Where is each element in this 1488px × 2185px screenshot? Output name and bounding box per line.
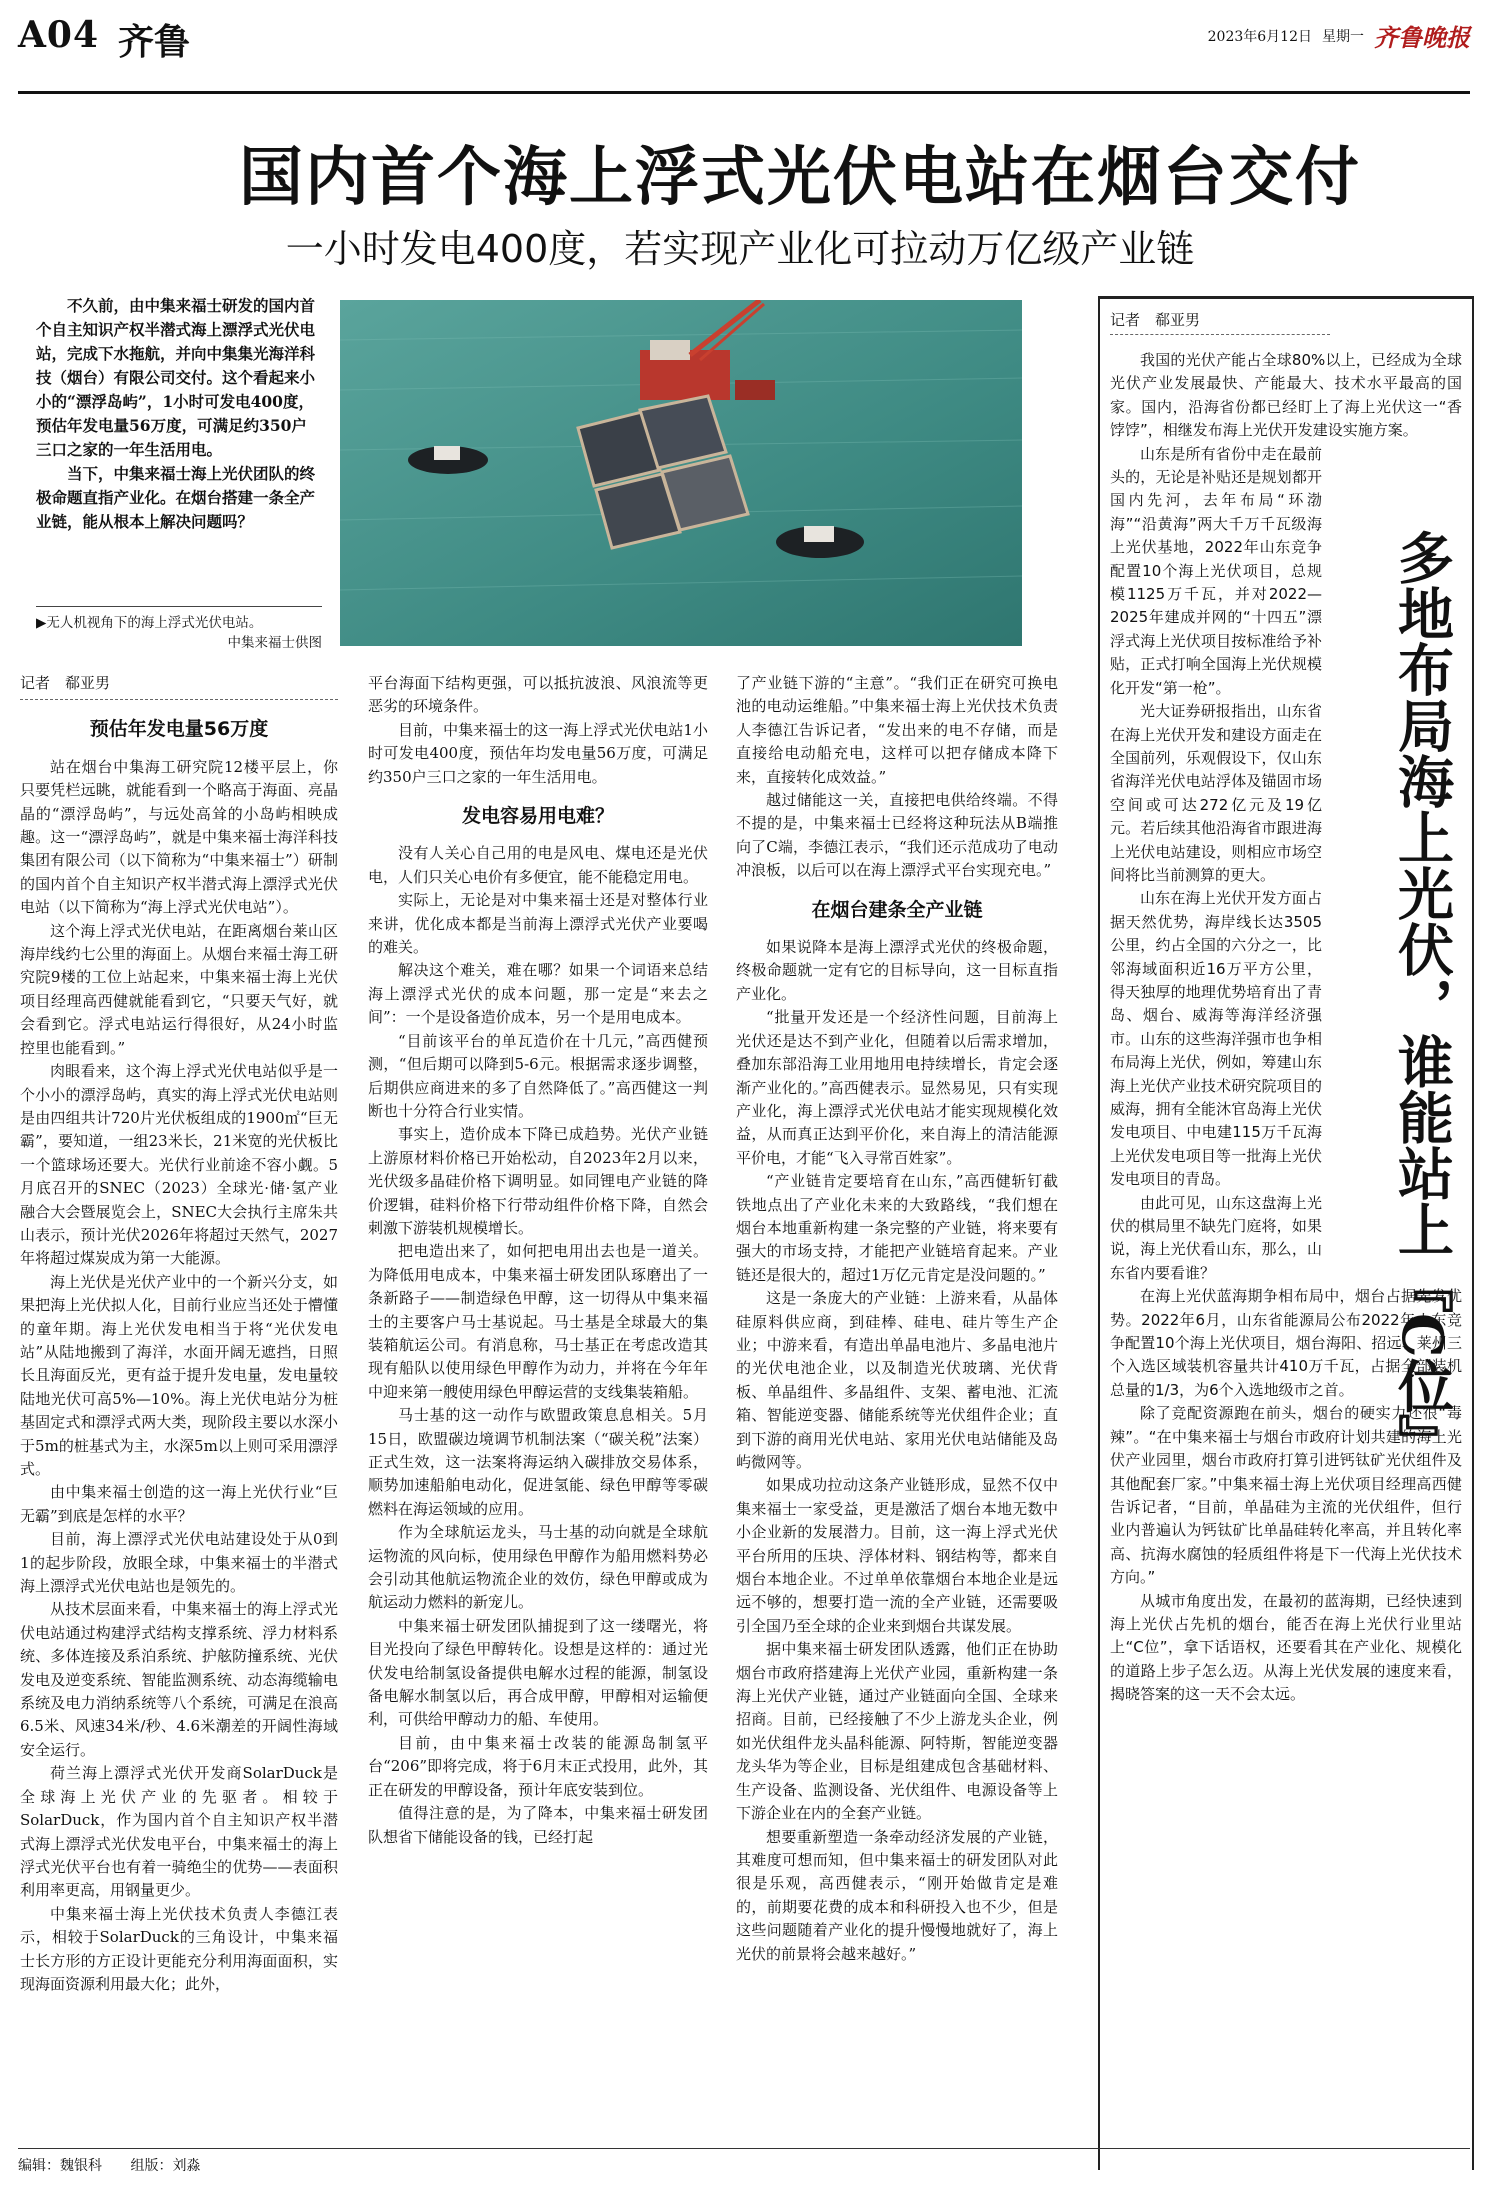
article-paragraph: 值得注意的是，为了降本，中集来福士研发团队想省下储能设备的钱，已经打起 [368,1804,708,1846]
lede-paragraph: 不久前，由中集来福士研发的国内首个自主知识产权半潜式海上漂浮式光伏电站，完成下水拖航，并向中集集光海洋科技（烟台）有限公司交付。这个看起来小小的“漂浮岛屿”，1小时可发电400度，预估年发电量56万度，可满足约350户三口之家的一年生活用电。 [36,296,316,459]
article-paragraph: 海上光伏是光伏产业中的一个新兴分支，如果把海上光伏拟人化，目前行业应当还处于懵懂的童年期。海上光伏发电相当于将“光伏发电站”从陆地搬到了海洋，水面开阔无遮挡，日照长且海面反光，更有益于提升发电量，发电量较陆地光伏可高5%—10%。海上光伏电站分为桩基固定式和漂浮式两大类，现阶段主要以水深小于5m的桩基式为主，水深5m以上则可采用漂浮式。 [20,1272,338,1478]
article-paragraph: 据中集来福士研发团队透露，他们正在协助烟台市政府搭建海上光伏产业园，重新构建一条海上光伏产业链，通过产业链面向全国、全球来招商。目前，已经接触了不少上游龙头企业，例如光伏组件龙头晶科能源、阿特斯，智能逆变器龙头华为等企业，目标是组建成包含基础材料、生产设备、监测设备、光伏组件、电源设备等上下游企业在内的全套产业链。 [736,1640,1058,1823]
article-paragraph: 由中集来福士创造的这一海上光伏行业“巨无霸”到底是怎样的水平？ [20,1483,338,1525]
photo-credit: 中集来福士供图 [227,635,322,651]
sidebar-paragraph: 从城市角度出发，在最初的蓝海期，已经快速到海上光伏占先机的烟台，能否在海上光伏行业里站上“C位”，拿下话语权，还要看其在产业化、规模化的道路上步子怎么迈。从海上光伏发展的速度来看，揭晓答案的这一天不会太远。 [1110,1591,1462,1704]
article-paragraph: 这是一条庞大的产业链：上游来看，从晶体硅原料供应商，到硅棒、硅电、硅片等生产企业；中游来看，有造出单晶电池片、多晶电池片的光伏电池企业，以及制造光伏玻璃、光伏背板、单晶组件、多晶组件、支架、蓄电池、汇流箱、智能逆变器、储能系统等光伏组件企业；直到下游的商用光伏电站、家用光伏电站储能及岛屿微网等。 [736,1289,1058,1471]
article-paragraph: 这个海上浮式光伏电站，在距离烟台莱山区海岸线约七公里的海面上。从烟台来福士海工研究院9楼的工位上站起来，中集来福士海上光伏项目经理高西健就能看到它，“只要天气好，就会看到它。浮式电站运行得很好，从24小时监控里也能看到。” [20,921,338,1057]
sidebar-article [1098,296,1474,2170]
sidebar-paragraph: 我国的光伏产能占全球80%以上，已经成为全球光伏产业发展最快、产能最大、技术水平最高的国家。国内，沿海省份都已经盯上了海上光伏这一“香饽饽”，相继发布海上光伏开发建设实施方案。 [1110,351,1462,440]
article-paragraph: 解决这个难关，难在哪？如果一个词语来总结海上漂浮式光伏的成本问题，那一定是“来去之间”：一个是设备造价成本，另一个是用电成本。 [368,961,708,1027]
photo-caption [36,606,322,653]
sidebar-paragraph: 在海上光伏蓝海期争相布局中，烟台占据先发优势。2022年6月，山东省能源局公布2022年山东竞争配置10个海上光伏项目，烟台海阳、招远、莱州三个入选区域装机容量共计410万千瓦，占据全部装机总量的1/3，为6个入选地级市之首。 [1110,1287,1462,1399]
sidebar-paragraph: 山东在海上光伏开发方面占据天然优势，海岸线长达3505公里，约占全国的六分之一，比邻海域面积近16万平方公里，得天独厚的地理优势培育出了青岛、烟台、威海等海洋经济强市。山东的这些海洋强市也争相布局海上光伏，例如，筹建山东海上光伏产业技术研究院项目的威海，拥有全能沐官岛海上光伏发电项目、中电建115万千瓦海上光伏发电项目等一批海上光伏发电项目的青岛。 [1110,889,1322,1189]
article-paragraph: 实际上，无论是对中集来福士还是对整体行业来讲，优化成本都是当前海上漂浮式光伏产业要喝的难关。 [368,891,708,957]
sidebar-narrow-block [1110,443,1322,1286]
issue-date: 2023年6月12日 [1207,28,1312,45]
sidebar-headline: 多地布局海上光伏，谁能站上『C位』 [1389,529,1455,1470]
article-paragraph: 想要重新塑造一条牵动经济发展的产业链，其难度可想而知，但中集来福士的研发团队对此很是乐观，高西健表示，“刚开始做肯定是难的，前期要花费的成本和科研投入也不少，但是这些问题随着产业化的提升慢慢地就好了，海上光伏的前景将会越来越好。” [736,1827,1058,1963]
article-paragraph: 了产业链下游的“主意”。“我们正在研究可换电池的电动运维船。”中集来福士海上光伏技术负责人李德江告诉记者，“发出来的电不存储，而是直接给电动船充电，这样可以把存储成本降下来，直接转化成效益。” [736,674,1058,786]
article-column-3 [736,672,1058,1966]
tugboat-right [776,526,864,558]
article-paragraph: 荷兰海上漂浮式光伏开发商SolarDuck是全球海上光伏产业的先驱者。相较于SolarDuck，作为国内首个自主知识产权半潜式海上漂浮式光伏发电平台，中集来福士的海上浮式光伏平台也有着一骑绝尘的优势——表面积利用率更高，用钢量更少。 [20,1764,338,1900]
article-paragraph: 肉眼看来，这个海上浮式光伏电站似乎是一个小小的漂浮岛屿，真实的海上浮式光伏电站则是由四组共计720片光伏板组成的1900㎡“巨无霸”，要知道，一组23米长，21米宽的光伏板比一个篮球场还要大。光伏行业前途不容小觑。5月底召开的SNEC（2023）全球光·储·氢产业融合大会暨展览会上，SNEC大会执行主席朱共山表示，预计光伏2026年将超过天然气，2027年将超过煤炭成为第一大能源。 [20,1062,338,1268]
layout-credit: 组版：刘淼 [130,2158,201,2174]
subheadline: 一小时发电400度，若实现产业化可拉动万亿级产业链 [285,227,1195,271]
section-subtitle: 预估年发电量56万度 [89,718,269,741]
headline: 国内首个海上浮式光伏电站在烟台交付 [239,140,1361,215]
article-byline: 记者 郗亚男 [20,672,338,700]
article-paragraph: 没有人关心自己用的电是风电、煤电还是光伏电，人们只关心电价有多便宜，能不能稳定用电。 [368,844,708,886]
article-paragraph: 如果成功拉动这条产业链形成，显然不仅中集来福士一家受益，更是激活了烟台本地无数中小企业新的发展潜力。目前，这一海上浮式光伏平台所用的压块、浮体材料、钢结构等，都来自烟台本地企业。不过单单依靠烟台本地企业是远远不够的，想要打造一流的全产业链，还需要吸引全国乃至全球的企业来到烟台共谋发展。 [736,1476,1058,1635]
issue-weekday: 星期一 [1322,28,1364,45]
sidebar-paragraph: 山东是所有省份中走在最前头的，无论是补贴还是规划都开国内先河，去年布局“环渤海”“沿黄海”两大千万千瓦级海上光伏基地，2022年山东竞争配置10个海上光伏项目，总规模1125万千瓦，并对2022—2025年建成并网的“十四五”漂浮式海上光伏项目按标准给予补贴，正式打响全国海上光伏规模化开发“第一枪”。 [1110,444,1322,697]
article-paragraph: “批量开发还是一个经济性问题，目前海上光伏还是达不到产业化，但随着以后需求增加，叠加东部沿海工业用地用电持续增长，肯定会逐渐产业化的。”高西健表示。显然易见，只有实现产业化，海上漂浮式光伏电站才能实现规模化效益，从而真正达到平价化，来自海上的清洁能源平价电，才能“飞入寻常百姓家”。 [736,1008,1058,1167]
caption-text: ▶无人机视角下的海上浮式光伏电站。 [36,615,263,631]
article-paragraph: 平台海面下结构更强，可以抵抗波浪、风浪流等更恶劣的环境条件。 [368,674,708,716]
article-paragraph: 从技术层面来看，中集来福士的海上浮式光伏电站通过构建浮式结构支撑系统、浮力材料系统、多体连接及系泊系统、护舷防撞系统、光伏发电及逆变系统、智能监测系统、动态海缆输电系统及电力消纳系统等八个系统，可满足在浪高6.5米、风速34米/秒、4.6米潮差的开阔性海域安全运行。 [20,1600,338,1759]
masthead-info [1208,18,1470,53]
article-paragraph: 站在烟台中集海工研究院12楼平层上，你只要凭栏远眺，就能看到一个略高于海面、亮晶晶的“漂浮岛屿”，与远处高耸的小岛屿相映成趣。这一“漂浮岛屿”，就是中集来福士海洋科技集团有限公司（以下简称为“中集来福士”）研制的国内首个自主知识产权半潜式海上漂浮式光伏电站（以下简称为“海上浮式光伏电站”）。 [20,757,338,917]
article-paragraph: 事实上，造价成本下降已成趋势。光伏产业链上游原材料价格已开始松动，自2023年2月以来，光伏级多晶硅价格下调明显。如同锂电产业链的降价逻辑，硅料价格下行带动组件价格下降，自然会刺激下游装机规模增长。 [368,1125,708,1237]
article-paragraph: 目前，中集来福士的这一海上浮式光伏电站1小时可发电400度，预估年均发电量56万度，可满足约350户三口之家的一年生活用电。 [368,720,708,786]
article-paragraph: “产业链肯定要培育在山东，”高西健斩钉截铁地点出了产业化未来的大致路线，“我们想在烟台本地重新构建一条完整的产业链，将来要有强大的市场支持，才能把产业链培育起来。产业链还是很大的，超过1万亿元肯定是没问题的。” [736,1172,1058,1284]
paper-logo: 齐鲁晚报 [1374,23,1470,52]
sidebar-paragraph: 由此可见，山东这盘海上光伏的棋局里不缺先门庭将，如果说，海上光伏看山东，那么，山东省内要看谁？ [1110,1193,1322,1282]
editor-credit: 编辑：魏银科 [18,2158,102,2174]
section-subtitle: 发电容易用电难？ [461,805,614,828]
section-name: 齐鲁 [118,21,191,63]
article-paragraph: 马士基的这一动作与欧盟政策息息相关。5月15日，欧盟碳边境调节机制法案（“碳关税”法案）正式生效，这一法案将海运纳入碳排放交易体系，顺势加速船舶电动化，促进氢能、绿色甲醇等零碳燃料在海运领域的应用。 [368,1406,708,1518]
page-header [18,8,1470,94]
solar-platform-image [340,300,1022,646]
article-column-2 [368,672,708,1849]
aerial-photo [340,300,1022,646]
lede-paragraph: 当下，中集来福士海上光伏团队的终极命题直指产业化。在烟台搭建一条全产业链，能从根本上解决问题吗？ [36,464,316,531]
sidebar-paragraph: 除了竞配资源跑在前头，烟台的硬实力还很“毒辣”。“在中集来福士与烟台市政府计划共建的海上光伏产业园里，烟台市政府打算引进钙钛矿光伏组件及其他配套厂家。”中集来福士海上光伏项目经理高西健告诉记者，“目前，单晶硅为主流的光伏组件，但行业内普遍认为钙钛矿比单晶硅转化率高，并且转化率高、抗海水腐蚀的轻质组件将是下一代海上光伏技术方向。” [1110,1404,1462,1587]
article-paragraph: 越过储能这一关，直接把电供给终端。不得不提的是，中集来福士已经将这种玩法从B端推向了C端，李德江表示，“我们还示范成功了电动冲浪板，以后可以在海上漂浮式平台实现充电。” [736,791,1058,880]
sidebar-paragraph: 光大证券研报指出，山东省在海上光伏开发和建设方面走在全国前列，乐观假设下，仅山东省海洋光伏电站浮体及锚固市场空间或可达272亿元及19亿元。若后续其他沿海省市跟进海上光伏电站建设，则相应市场空间将比当前测算的更大。 [1110,702,1322,884]
sidebar-byline: 记者 郗亚男 [1110,309,1330,335]
article-paragraph: 如果说降本是海上漂浮式光伏的终极命题，终极命题就一定有它的目标导向，这一目标直指产业化。 [736,938,1058,1003]
article-paragraph: 中集来福士海上光伏技术负责人李德江表示，相较于SolarDuck的三角设计，中集来福士长方形的方正设计更能充分利用海面面积，实现海面资源利用最大化；此外， [20,1904,338,1993]
article-paragraph: 中集来福士研发团队捕捉到了这一缕曙光，将目光投向了绿色甲醇转化。设想是这样的：通过光伏发电给制氢设备提供电解水过程的能源，制氢设备电解水制氢以后，再合成甲醇，甲醇相对运输便利，可供给甲醇动力的船、车使用。 [368,1616,708,1729]
article-paragraph: 作为全球航运龙头，马士基的动向就是全球航运物流的风向标，使用绿色甲醇作为船用燃料势必会引动其他航运物流企业的效仿，绿色甲醇或成为航运动力燃料的新宠儿。 [368,1523,708,1612]
page-footer [18,2148,1470,2175]
article-paragraph: 把电造出来了，如何把电用出去也是一道关。为降低用电成本，中集来福士研发团队琢磨出了一条新路子——制造绿色甲醇，这一切得从中集来福士的主要客户马士基说起。马士基是全球最大的集装箱航运公司。有消息称，马士基正在考虑改造其现有船队以使用绿色甲醇作为动力，并将在今年年中迎来第一艘使用绿色甲醇运营的支线集装箱船。 [368,1242,708,1401]
section-subtitle: 在烟台建条全产业链 [811,898,983,921]
article-paragraph: “目前该平台的单瓦造价在十几元，”高西健预测，“但后期可以降到5-6元。根据需求逐步调整，后期供应商进来的多了自然降低了。”高西健这一判断也十分符合行业实情。 [368,1031,708,1120]
lede-box [36,294,322,534]
article-paragraph: 目前，由中集来福士改装的能源岛制氢平台“206”即将完成，将于6月末正式投用，此外，其正在研发的甲醇设备，预计年底安装到位。 [368,1733,708,1799]
page-number: A04 [18,14,100,56]
tugboat-left [408,446,488,474]
article-column-1 [20,672,338,1996]
article-paragraph: 目前，海上漂浮式光伏电站建设处于从0到1的起步阶段，放眼全球，中集来福士的半潜式海上漂浮式光伏电站也是领先的。 [20,1530,338,1596]
